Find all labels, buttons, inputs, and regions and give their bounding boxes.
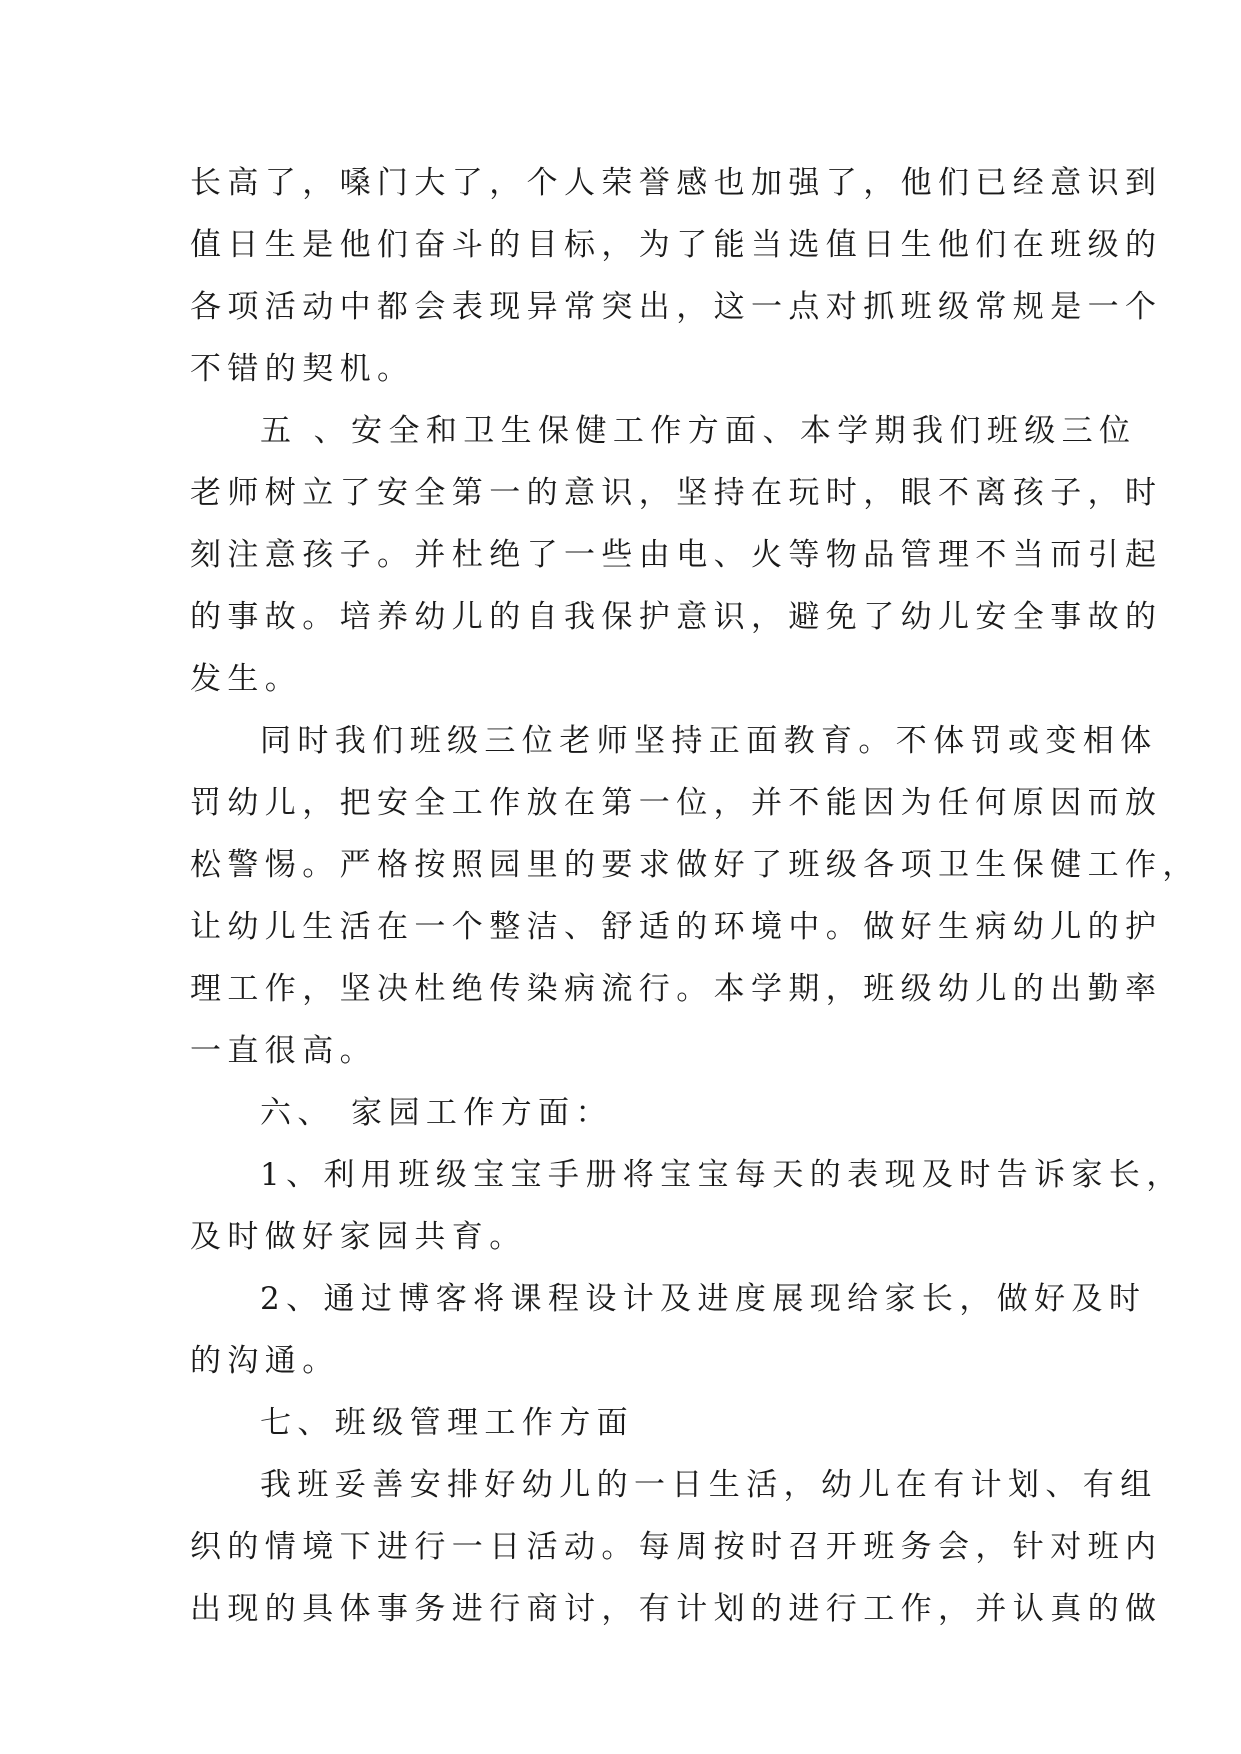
text-line: 及时做好家园共育。 [190, 1219, 527, 1255]
text-line: 的沟通。 [190, 1343, 340, 1379]
text-line: 老师树立了安全第一的意识，坚持在玩时，眼不离孩子，时 [190, 475, 1163, 511]
list-item-two: 2、通过博客将课程设计及进度展现给家长，做好及时 [260, 1281, 1147, 1317]
body-text [190, 152, 1200, 1640]
section-heading-seven: 七、班级管理工作方面 [260, 1405, 634, 1441]
text-line: 一直很高。 [190, 1033, 377, 1069]
list-item-one: 1、利用班级宝宝手册将宝宝每天的表现及时告诉家长， [260, 1157, 1184, 1193]
text-line: 长高了，嗓门大了，个人荣誉感也加强了，他们已经意识到 [190, 165, 1163, 201]
text-line: 不错的契机。 [190, 351, 415, 387]
text-line: 发生。 [190, 661, 303, 697]
text-line: 出现的具体事务进行商讨，有计划的进行工作，并认真的做 [190, 1591, 1163, 1627]
text-line: 值日生是他们奋斗的目标，为了能当选值日生他们在班级的 [190, 227, 1163, 263]
text-line: 罚幼儿，把安全工作放在第一位，并不能因为任何原因而放 [190, 785, 1163, 821]
paragraph-start: 我班妥善安排好幼儿的一日生活，幼儿在有计划、有组 [260, 1467, 1158, 1503]
text-line: 理工作，坚决杜绝传染病流行。本学期，班级幼儿的出勤率 [190, 971, 1163, 1007]
text-line: 让幼儿生活在一个整洁、舒适的环境中。做好生病幼儿的护 [190, 909, 1163, 945]
text-line: 织的情境下进行一日活动。每周按时召开班务会，针对班内 [190, 1529, 1163, 1565]
text-line: 刻注意孩子。并杜绝了一些由电、火等物品管理不当而引起 [190, 537, 1163, 573]
text-line: 各项活动中都会表现异常突出，这一点对抓班级常规是一个 [190, 289, 1163, 325]
text-line: 松警惕。严格按照园里的要求做好了班级各项卫生保健工作， [190, 847, 1200, 883]
text-line: 的事故。培养幼儿的自我保护意识，避免了幼儿安全事故的 [190, 599, 1163, 635]
section-heading-five: 五 、安全和卫生保健工作方面、本学期我们班级三位 [260, 413, 1137, 449]
paragraph-start: 同时我们班级三位老师坚持正面教育。不体罚或变相体 [260, 723, 1158, 759]
section-heading-six: 六、 家园工作方面： [260, 1095, 613, 1131]
